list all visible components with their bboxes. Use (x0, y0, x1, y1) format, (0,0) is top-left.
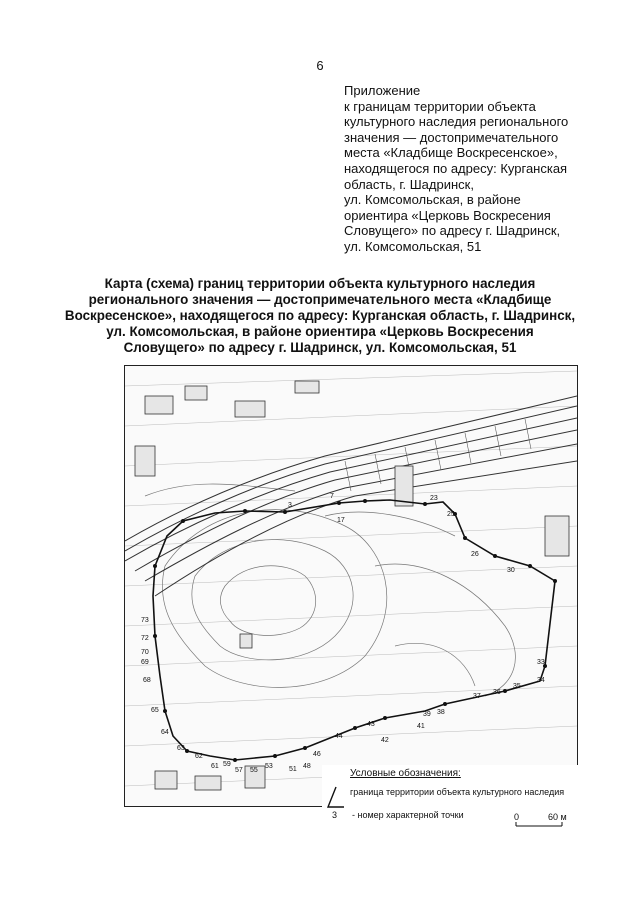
point-label: 73 (141, 617, 149, 624)
boundary-vertices (153, 499, 557, 762)
point-label: 3 (288, 502, 292, 509)
point-label: 41 (417, 723, 425, 730)
scale-bar (500, 812, 570, 832)
appendix-block (344, 83, 634, 255)
point-label: 64 (161, 729, 169, 736)
point-label: 69 (141, 659, 149, 666)
legend-boundary-label: граница территории объекта культурного наследия (350, 787, 565, 797)
point-label: 57 (235, 767, 243, 774)
map-canvas (125, 366, 577, 806)
point-label: 63 (177, 745, 185, 752)
point-label: 37 (473, 693, 481, 700)
point-label: 7 (330, 493, 334, 500)
point-label: 25 (447, 511, 455, 518)
point-label: 35 (513, 683, 521, 690)
point-label: 38 (437, 709, 445, 716)
point-label: 68 (143, 677, 151, 684)
point-label: 72 (141, 635, 149, 642)
legend-point-label: - номер характерной точки (352, 810, 464, 820)
point-label: 30 (507, 567, 515, 574)
point-label: 17 (337, 517, 345, 524)
map-title-line: регионального значения — достопримечательного места «Кладбище (88, 292, 552, 307)
point-label: 44 (335, 733, 343, 740)
point-label: 59 (223, 761, 231, 768)
map-title-line: Воскресенское», находящегося по адресу: Курганская область, г. Шадринск, (64, 308, 576, 323)
boundary-polygon (153, 500, 555, 760)
point-label: 42 (381, 737, 389, 744)
appendix-line: находящегося по адресу: Курганская (344, 160, 568, 176)
appendix-line: места «Кладбище Воскресенское», (344, 145, 558, 161)
appendix-line: область, г. Шадринск, (344, 176, 474, 192)
point-label: 23 (430, 495, 438, 502)
point-label: 43 (367, 721, 375, 728)
map-title (60, 276, 580, 356)
appendix-line: Словущего» по адресу г. Шадринск, (344, 223, 561, 239)
point-label: 55 (250, 767, 258, 774)
scale-line (500, 812, 570, 832)
appendix-line: Приложение (344, 83, 421, 98)
map-title-line: ул. Комсомольская, в районе ориентира «Церковь Воскресения (106, 324, 534, 339)
page-number: 6 (316, 58, 324, 73)
map-frame (124, 365, 578, 807)
appendix-line: значения — достопримечательного (344, 129, 559, 145)
scale-start: 0 (514, 812, 520, 822)
point-label: 70 (141, 649, 149, 656)
point-label: 62 (195, 753, 203, 760)
appendix-line: ул. Комсомольская, 51 (344, 238, 482, 254)
point-label: 36 (493, 689, 501, 696)
appendix-line: ориентира «Церковь Воскресения (344, 207, 551, 223)
legend-boundary-symbol (322, 783, 350, 813)
point-label: 65 (151, 707, 159, 714)
map-title-line: Словущего» по адресу г. Шадринск, ул. Комсомольская, 51 (123, 340, 517, 355)
map-title-line: Карта (схема) границ территории объекта культурного наследия (104, 276, 536, 291)
point-label: 53 (265, 763, 273, 770)
appendix-line: культурного наследия регионального (344, 114, 569, 130)
legend-point-number: 3 (332, 810, 338, 820)
appendix-line: к границам территории объекта (344, 98, 536, 114)
point-label: 39 (423, 711, 431, 718)
point-label: 48 (303, 763, 311, 770)
point-label: 46 (313, 751, 321, 758)
point-label: 33 (537, 659, 545, 666)
point-label: 26 (471, 551, 479, 558)
point-label: 61 (211, 763, 219, 770)
point-label: 51 (289, 766, 297, 773)
scale-end: 60 м (548, 812, 567, 822)
legend-title: Условные обозначения: (350, 768, 461, 779)
appendix-line: ул. Комсомольская, в районе (344, 192, 521, 208)
point-label: 34 (537, 677, 545, 684)
